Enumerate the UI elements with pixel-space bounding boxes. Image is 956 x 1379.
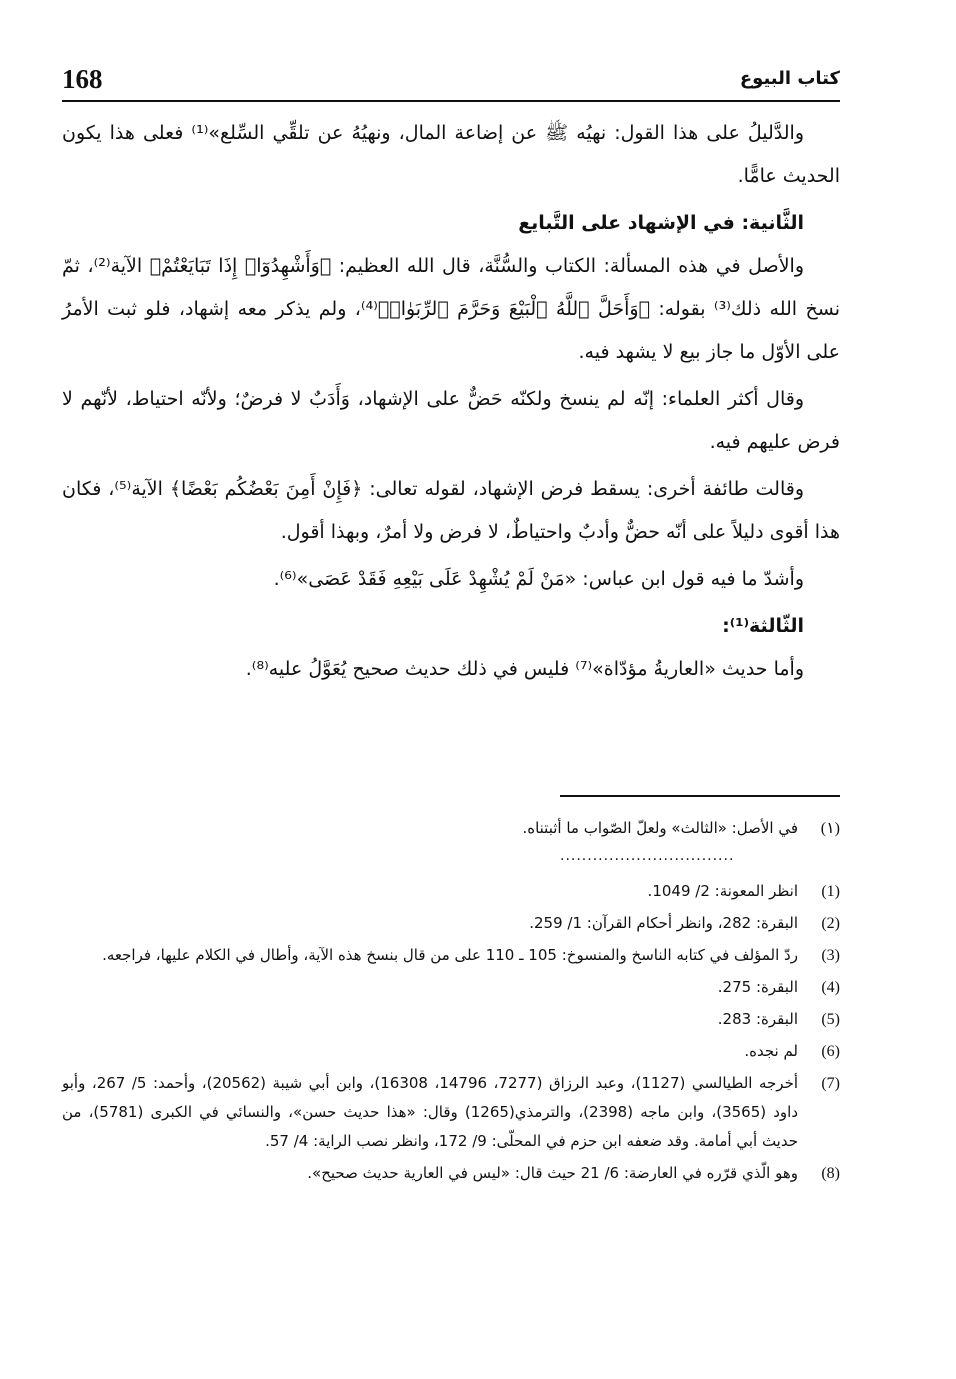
page-header: [62, 60, 840, 102]
footnote-number: (2): [821, 915, 840, 932]
footnote-item: [62, 973, 840, 1002]
footnote-item: [62, 941, 840, 970]
footnote-number: (1): [821, 883, 840, 900]
footnote-divider: [560, 795, 840, 797]
footnotes: [62, 877, 840, 1191]
footnote-number: (١): [820, 820, 840, 837]
paragraph-origin: والأصل في هذه المسألة: الكتاب والسُّنَّة، قال الله العظيم: ﴿وَأَشْهِدُوٓا۟ إِذَا تَبَايَعْتُمْ﴾ الآية⁽²⁾، ثمّ نسخ الله ذلك⁽³⁾ بقوله: ﴿وَأَحَلَّ ٱللَّهُ ٱلْبَيْعَ وَحَرَّمَ ٱلرِّبَوٰا۟﴾⁽⁴⁾، ولم يذكر معه إشهاد، فلو ثبت الأمرُ على الأوّل ما جاز بيع لا يشهد فيه.: [62, 255, 840, 363]
paragraph-other-group: وقالت طائفة أخرى: يسقط فرض الإشهاد، لقوله تعالى: ﴿فَإِنْ أَمِنَ بَعْضُكُم بَعْضًا﴾ الآية⁽⁵⁾، فكان هذا أقوى دليلاً على أنّه حضٌّ وأدبٌ واحتياطٌ، لا فرض ولا أمرٌ، وبهذا أقول.: [62, 478, 840, 543]
footnote-text: البقرة: 283.: [717, 1010, 798, 1028]
paragraph-ariya-hadith: وأما حديث «العاريةُ مؤدّاة»⁽⁷⁾ فليس في ذلك حديث صحيح يُعَوَّلُ عليه⁽⁸⁾.: [245, 658, 804, 680]
footnote-number: (8): [821, 1165, 840, 1182]
footnote-item: [62, 1159, 840, 1188]
footnote-item: [62, 909, 840, 938]
footnote-text: لم نجده.: [744, 1042, 798, 1060]
footnote-number: (3): [821, 947, 840, 964]
page-number: 168: [62, 64, 103, 94]
footnote-text: البقرة: 275.: [717, 978, 798, 996]
section-heading-third: الثّالثة⁽¹⁾:: [722, 615, 804, 637]
footnote-text: ردّ المؤلف في كتابه الناسخ والمنسوخ: 105 ـ 110 على من قال بنسخ هذه الآية، وأطال في الكلام عليها، فراجعه.: [102, 946, 798, 964]
footnote-item: [62, 877, 840, 906]
footnote-text: انظر المعونة: 2/ 1049.: [647, 882, 798, 900]
footnote-number: (4): [821, 979, 840, 996]
footnote-item: [62, 1037, 840, 1066]
paragraph-evidence: والدَّليلُ على هذا القول: نهيُه ﷺ عن إضاعة المال، ونهيُهُ عن تلقِّي السِّلع»⁽¹⁾ فعلى هذا يكون الحديث عامًّا.: [62, 122, 840, 187]
footnote-number: (5): [821, 1011, 840, 1028]
footnote-text: في الأصل: «الثالث» ولعلّ الصّواب ما أثبتناه.: [522, 819, 798, 837]
footnote-text: وهو الّذي قرّره في العارضة: 6/ 21 حيث قال: «ليس في العارية حديث صحيح».: [307, 1164, 798, 1182]
running-title: كتاب البيوع: [739, 68, 840, 89]
footnote-number: (6): [821, 1043, 840, 1060]
paragraph-ibn-abbas: وأشدّ ما فيه قول ابن عباس: «مَنْ لَمْ يُشْهِدْ عَلَى بَيْعِهِ فَقَدْ عَصَى»⁽⁶⁾.: [273, 568, 804, 590]
footnote-number: (7): [821, 1075, 840, 1092]
footnote-item: [62, 1069, 840, 1156]
footnote-text: أخرجه الطيالسي (1127)، وعبد الرزاق (7277، 14796، 16308)، وابن أبي شيبة (20562)، وأحمد: 5/ 267، وأبو داود (3565)، وابن ماجه (2398)، والترمذي(1265) وقال: «هذا حديث حسن»، والنسائي في الكبرى (5781)، من حديث أبي أمامة. وقد ضعفه ابن حزم في المحلّى: 9/ 172، وانظر نصب الراية: 4/ 57.: [62, 1074, 799, 1150]
section-heading-second: الثَّانية: في الإشهاد على التَّبايع: [518, 212, 804, 234]
footnote-item: [62, 1005, 840, 1034]
footnote-text: البقرة: 282، وانظر أحكام القرآن: 1/ 259.: [529, 914, 798, 932]
paragraph-majority-scholars: وقال أكثر العلماء: إنّه لم ينسخ ولكنّه حَضٌّ على الإشهاد، وَأَدَبٌ لا فرضٌ؛ ولأنّه احتياط، لأنّهم لا فرض عليهم فيه.: [62, 388, 840, 453]
editorial-footnotes: [62, 814, 840, 846]
footnote-dotted-separator: ................................: [560, 848, 735, 864]
footnote-item: [62, 814, 840, 843]
main-text: [62, 112, 840, 695]
